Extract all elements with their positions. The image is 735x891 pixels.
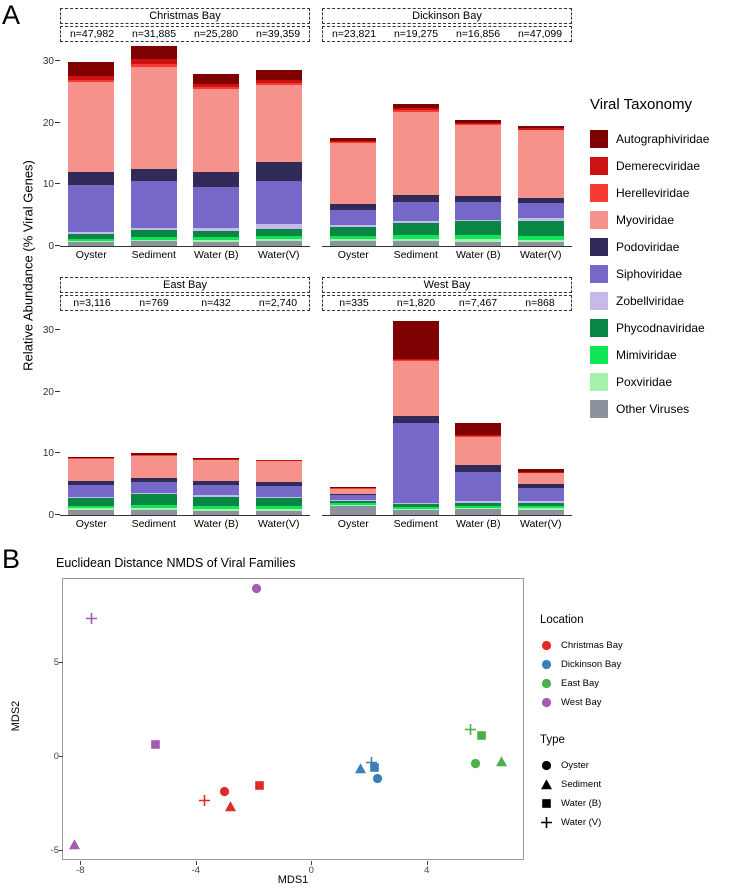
n-label-christmas-bay-sediment: n=31,885 [131,28,177,40]
legend-item-mimiviridae [590,341,732,368]
category-label-water-b: Water (B) [193,249,239,261]
y-tick-label-30: 30 [42,56,54,68]
legend-swatch-autographiviridae [590,130,608,148]
type-legend-title: Type [540,734,565,746]
legend-item-east-bay [540,674,710,693]
nmds-plot-title: Euclidean Distance NMDS of Viral Families [56,556,296,570]
category-label-sediment: Sediment [131,249,176,261]
category-label-water-b: Water (B) [455,249,501,261]
legend-item-siphoviridae [590,260,732,287]
n-label-west-bay-water-b: n=7,467 [458,297,498,309]
stacked-bar-christmas-bay-water-b [193,74,239,247]
facet-title-dickinson-bay: Dickinson Bay [322,8,572,24]
category-label-water-v: Water(V) [257,518,300,530]
bar-segment-myoviridae [68,459,114,481]
y-tick-mark-0 [59,756,63,757]
bar-segment-autographiviridae [393,321,439,359]
x-tick-label-0: 0 [308,865,314,876]
legend-item-west-bay [540,693,710,712]
bar-segment-myoviridae [256,85,302,162]
legend-label-phycodnaviridae: Phycodnaviridae [616,320,705,335]
bar-segment-phycodnaviridae [330,227,376,236]
legend-item-myoviridae [590,206,732,233]
facet-christmas-bay [42,8,310,263]
legend-item-water-v [540,813,710,832]
bar-segment-myoviridae [131,67,177,169]
bar-segment-phycodnaviridae [455,221,501,235]
bar-segment-podoviridae [256,162,302,180]
bar-segment-myoviridae [518,130,564,198]
point-christmas-bay-sediment [224,800,237,813]
stacked-bar-west-bay-water-v [518,469,564,515]
n-label-dickinson-bay-water-v: n=47,099 [517,28,563,40]
stacked-bar-east-bay-sediment [131,453,177,515]
panel-a-y-axis-label: Relative Abundance (% Viral Genes) [20,160,36,371]
n-label-east-bay-oyster: n=3,116 [73,297,111,309]
bar-segment-siphoviridae [256,486,302,496]
panel-a-label: A [2,0,21,30]
category-label-oyster: Oyster [75,518,107,530]
bar-segment-siphoviridae [131,482,177,493]
n-label-dickinson-bay-oyster: n=23,821 [331,28,377,40]
bar-slot-sediment [123,43,186,246]
facet-east-bay [42,277,310,532]
legend-item-water-b [540,794,710,813]
bar-slot-water-b [185,312,248,515]
legend-label-oyster: Oyster [561,760,589,771]
nmds-y-axis-label: MDS2 [10,700,22,732]
legend-swatch-mimiviridae [590,346,608,364]
bar-segment-phycodnaviridae [193,497,239,506]
legend-item-christmas-bay [540,636,710,655]
legend-swatch-zobellviridae [590,292,608,310]
bar-segment-other-viruses [393,510,439,515]
bar-segment-other-viruses [193,242,239,246]
legend-label-zobellviridae: Zobellviridae [616,293,685,308]
bar-segment-other-viruses [68,510,114,515]
legend-marker-sediment-triangle-icon [540,778,553,791]
legend-label-east-bay: East Bay [561,678,600,689]
bar-segment-siphoviridae [455,472,501,502]
legend-label-myoviridae: Myoviridae [616,212,675,227]
legend-marker-east-bay [540,677,553,690]
facet-n-row-christmas-bay [60,26,310,42]
category-label-oyster: Oyster [337,249,369,261]
n-label-dickinson-bay-sediment: n=19,275 [393,28,439,40]
point-east-bay-sediment [495,755,508,768]
bar-segment-other-viruses [455,242,501,246]
legend-label-other-viruses: Other Viruses [616,401,690,416]
category-labels-dickinson-bay [322,247,572,263]
bar-segment-myoviridae [455,437,501,465]
y-tick-mark-0 [55,514,60,515]
n-label-east-bay-water-b: n=432 [201,297,231,309]
y-tick-mark--5 [59,850,63,851]
n-label-west-bay-water-v: n=868 [525,297,555,309]
bar-segment-myoviridae [256,461,302,482]
bar-segment-podoviridae [131,169,177,181]
stacked-bar-west-bay-sediment [393,321,439,515]
bar-segment-siphoviridae [518,488,564,502]
point-west-bay-sediment [68,838,81,851]
point-east-bay-water-v [464,723,477,736]
bar-slot-water-v [248,312,311,515]
bar-segment-siphoviridae [330,210,376,225]
legend-label-water-b: Water (B) [561,798,602,809]
n-label-dickinson-bay-water-b: n=16,856 [455,28,501,40]
bar-segment-other-viruses [131,510,177,515]
category-labels-west-bay [322,516,572,532]
y-tick-mark-30 [55,329,60,330]
legend-label-mimiviridae: Mimiviridae [616,347,677,362]
bar-segment-other-viruses [131,241,177,246]
x-tick-mark--8 [80,861,81,865]
stacked-bar-west-bay-water-b [455,423,501,515]
legend-label-water-v: Water (V) [561,817,602,828]
legend-item-autographiviridae [590,125,732,152]
bar-segment-myoviridae [455,125,501,196]
facet-plot-west-bay [322,312,572,516]
nmds-plot-area [50,578,524,876]
bar-segment-myoviridae [131,456,177,478]
bar-segment-siphoviridae [193,187,239,227]
stacked-bar-dickinson-bay-water-v [518,126,564,246]
bar-segment-siphoviridae [256,181,302,224]
y-tick-mark-5 [59,662,63,663]
stacked-bar-east-bay-water-b [193,458,239,515]
bar-segment-podoviridae [193,172,239,187]
bar-slot-water-v [510,43,573,246]
bar-slot-water-b [447,312,510,515]
legend-swatch-poxviridae [590,373,608,391]
legend-swatch-other-viruses [590,400,608,418]
legend-marker-west-bay [540,696,553,709]
legend-label-siphoviridae: Siphoviridae [616,266,683,281]
facet-plot-christmas-bay [42,43,310,252]
x-tick-mark-4 [427,861,428,865]
legend-label-podoviridae: Podoviridae [616,239,680,254]
legend-item-demerecviridae [590,152,732,179]
bar-segment-podoviridae [393,195,439,202]
y-tick-label-20: 20 [42,117,54,129]
nmds-legend [540,614,710,832]
category-label-water-b: Water (B) [455,518,501,530]
bar-segment-other-viruses [518,242,564,246]
category-label-water-v: Water(V) [519,518,562,530]
bar-segment-other-viruses [68,242,114,246]
bar-slot-water-b [447,43,510,246]
bar-segment-phycodnaviridae [518,221,564,236]
bar-segment-phycodnaviridae [256,229,302,236]
legend-item-dickinson-bay [540,655,710,674]
bar-segment-phycodnaviridae [131,494,177,505]
stacked-bar-christmas-bay-water-v [256,70,302,246]
legend-swatch-demerecviridae [590,157,608,175]
point-christmas-bay-water-b [253,779,266,792]
bar-slot-oyster [60,43,123,246]
legend-label-sediment: Sediment [561,779,602,790]
bar-slot-water-v [510,312,573,515]
legend-label-demerecviridae: Demerecviridae [616,158,701,173]
x-tick-mark-0 [311,861,312,865]
bar-segment-myoviridae [193,460,239,481]
stacked-bar-east-bay-water-v [256,460,302,515]
facet-title-west-bay: West Bay [322,277,572,293]
bar-segment-autographiviridae [256,70,302,79]
legend-label-dickinson-bay: Dickinson Bay [561,659,622,670]
legend-marker-oyster-circle-icon [540,759,553,772]
point-east-bay-water-b [475,729,488,742]
bar-segment-other-viruses [256,511,302,515]
n-label-east-bay-water-v: n=2,740 [258,297,298,309]
y-tick-label-5: 5 [53,656,59,668]
bar-slot-water-v [248,43,311,246]
viral-taxonomy-legend [590,96,732,422]
stacked-bar-east-bay-oyster [68,457,114,515]
stacked-bar-dickinson-bay-sediment [393,104,439,246]
point-dickinson-bay-water-v [365,756,378,769]
legend-swatch-podoviridae [590,238,608,256]
category-label-sediment: Sediment [393,518,438,530]
bar-segment-other-viruses [330,241,376,246]
legend-label-christmas-bay: Christmas Bay [561,640,623,651]
n-label-christmas-bay-water-b: n=25,280 [193,28,239,40]
facet-west-bay [322,277,572,532]
bar-segment-podoviridae [455,465,501,472]
category-label-water-v: Water(V) [519,249,562,261]
type-legend-items [540,756,710,832]
location-legend-items [540,636,710,712]
facet-plot-east-bay [42,312,310,521]
bar-segment-myoviridae [68,82,114,171]
bar-segment-autographiviridae [68,62,114,77]
point-west-bay-water-v [85,612,98,625]
bar-segment-siphoviridae [455,202,501,219]
bar-segment-myoviridae [330,143,376,203]
stacked-bar-christmas-bay-sediment [131,46,177,246]
bar-segment-phycodnaviridae [256,498,302,507]
bar-segment-myoviridae [393,361,439,416]
category-labels-christmas-bay [60,247,310,263]
bar-slot-oyster [322,312,385,515]
bar-segment-autographiviridae [131,46,177,60]
bar-segment-other-viruses [256,241,302,246]
bar-segment-myoviridae [393,112,439,195]
bar-segment-myoviridae [518,473,564,484]
bar-slot-sediment [123,312,186,515]
facet-plot-dickinson-bay [322,43,572,247]
bar-segment-autographiviridae [193,74,239,84]
bar-slot-sediment [385,43,448,246]
type-legend [540,734,710,832]
y-tick-mark-10 [55,452,60,453]
facet-grid [42,8,572,532]
category-label-sediment: Sediment [131,518,176,530]
legend-swatch-phycodnaviridae [590,319,608,337]
location-legend [540,614,710,712]
bar-segment-other-viruses [455,509,501,515]
y-tick-label-20: 20 [42,386,54,398]
legend-label-west-bay: West Bay [561,697,602,708]
y-tick-mark-20 [55,391,60,392]
viral-taxonomy-legend-title: Viral Taxonomy [590,96,692,113]
y-tick-label-0: 0 [48,510,54,521]
n-label-east-bay-sediment: n=769 [139,297,169,309]
facet-n-row-west-bay [322,295,572,311]
location-legend-title: Location [540,614,584,626]
bar-segment-autographiviridae [455,423,501,435]
panel-b-nmds-scatter-figure [0,544,735,891]
stacked-bar-dickinson-bay-oyster [330,138,376,246]
bar-segment-siphoviridae [518,203,564,218]
point-christmas-bay-oyster [218,785,231,798]
x-tick-mark--4 [196,861,197,865]
point-east-bay-oyster [469,757,482,770]
category-label-sediment: Sediment [393,249,438,261]
n-label-west-bay-sediment: n=1,820 [396,297,436,309]
legend-item-podoviridae [590,233,732,260]
bar-segment-siphoviridae [68,185,114,231]
legend-swatch-siphoviridae [590,265,608,283]
legend-marker-water-b-square-icon [540,797,553,810]
bar-slot-oyster [60,312,123,515]
facet-title-east-bay: East Bay [60,277,310,293]
category-label-water-b: Water (B) [193,518,239,530]
x-tick-label--8: -8 [76,865,85,876]
bar-segment-myoviridae [193,89,239,172]
nmds-x-axis-label: MDS1 [277,874,309,886]
bar-slot-sediment [385,312,448,515]
bar-segment-siphoviridae [68,485,114,496]
y-tick-mark-0 [55,245,60,246]
category-labels-east-bay [60,516,310,532]
bar-segment-other-viruses [330,506,376,515]
legend-swatch-myoviridae [590,211,608,229]
facet-dickinson-bay [322,8,572,263]
bar-slot-oyster [322,43,385,246]
facet-n-row-dickinson-bay [322,26,572,42]
legend-item-zobellviridae [590,287,732,314]
legend-item-oyster [540,756,710,775]
legend-item-phycodnaviridae [590,314,732,341]
legend-marker-dickinson-bay [540,658,553,671]
facet-n-row-east-bay [60,295,310,311]
legend-item-sediment [540,775,710,794]
legend-label-herelleviridae: Herelleviridae [616,185,690,200]
stacked-bar-west-bay-oyster [330,487,376,515]
legend-marker-water-v-plus-icon [540,816,553,829]
bar-segment-siphoviridae [393,423,439,503]
y-tick-label-30: 30 [42,325,54,337]
bar-segment-phycodnaviridae [68,498,114,506]
legend-label-autographiviridae: Autographiviridae [616,131,710,146]
y-tick-mark-10 [55,183,60,184]
legend-item-herelleviridae [590,179,732,206]
y-tick-mark-20 [55,122,60,123]
facet-title-christmas-bay: Christmas Bay [60,8,310,24]
x-tick-label--4: -4 [191,865,201,876]
bar-segment-siphoviridae [193,485,239,495]
y-tick-mark-30 [55,60,60,61]
category-label-oyster: Oyster [75,249,107,261]
point-christmas-bay-water-v [198,794,211,807]
bar-segment-other-viruses [518,510,564,515]
bar-segment-podoviridae [68,172,114,186]
y-tick-label-0: 0 [53,750,59,762]
legend-label-poxviridae: Poxviridae [616,374,673,389]
legend-marker-christmas-bay [540,639,553,652]
bar-slot-water-b [185,43,248,246]
category-label-oyster: Oyster [337,518,369,530]
legend-item-other-viruses [590,395,732,422]
x-tick-label-4: 4 [424,865,430,876]
point-west-bay-oyster [250,582,263,595]
y-tick-label-0: 0 [48,241,54,252]
panel-b-label: B [2,544,21,574]
bar-segment-phycodnaviridae [131,230,177,237]
bar-segment-siphoviridae [131,181,177,227]
legend-swatch-herelleviridae [590,184,608,202]
bar-segment-siphoviridae [393,202,439,220]
bar-segment-other-viruses [193,511,239,515]
n-label-christmas-bay-water-v: n=39,359 [255,28,301,40]
y-tick-label-10: 10 [42,179,54,191]
point-west-bay-water-b [149,738,162,751]
viral-taxonomy-legend-items [590,125,732,422]
bar-segment-phycodnaviridae [393,223,439,235]
n-label-west-bay-oyster: n=335 [339,297,369,309]
stacked-bar-christmas-bay-oyster [68,62,114,247]
bar-segment-other-viruses [393,241,439,246]
y-tick-label-10: 10 [42,448,54,460]
category-label-water-v: Water(V) [257,249,300,261]
y-tick-label--5: -5 [50,844,59,856]
n-label-christmas-bay-oyster: n=47,982 [69,28,115,40]
stacked-bar-dickinson-bay-water-b [455,120,501,246]
legend-item-poxviridae [590,368,732,395]
